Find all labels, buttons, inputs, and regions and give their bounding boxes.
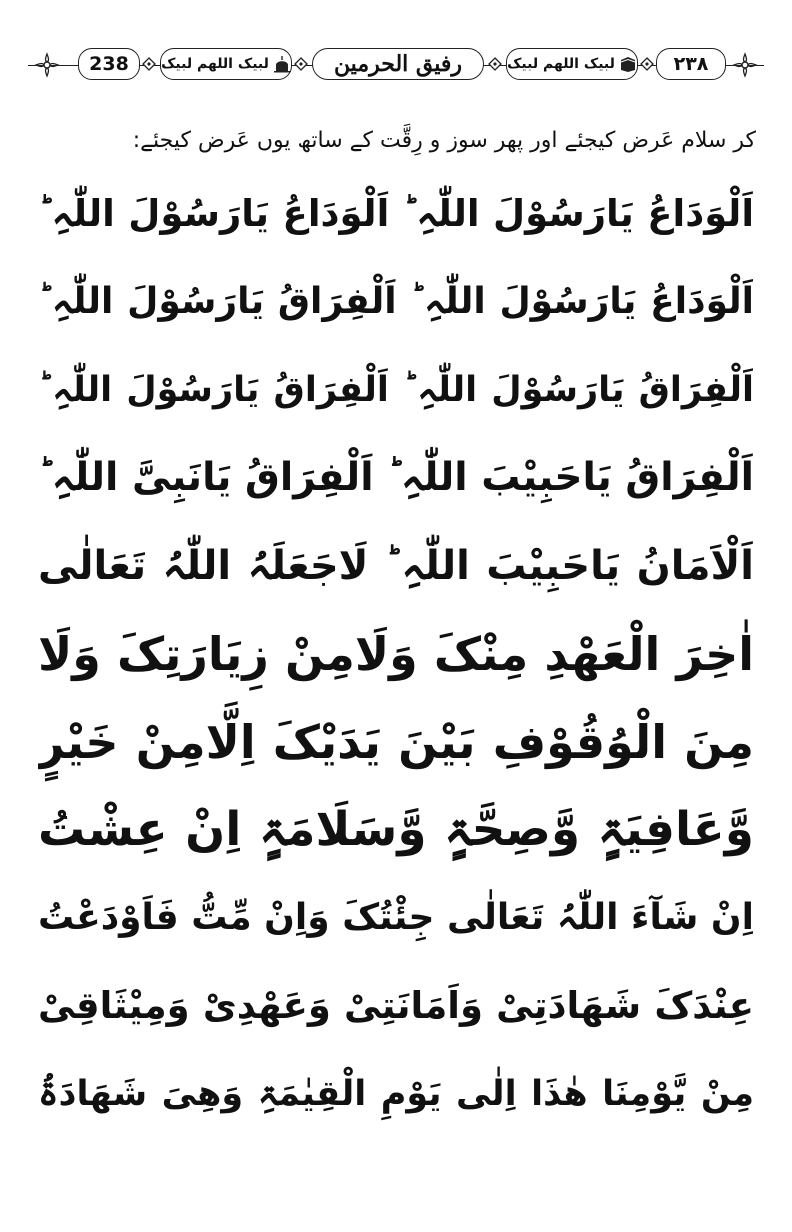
labbaik-text: لبیک اللھم لبیک: [161, 56, 269, 72]
verse-line: اَلْاَمَانُ یَاحَبِیْبَ اللّٰہِ ؕ لَاجَعَلَہُ اللّٰہُ تَعَالٰی: [38, 543, 754, 589]
verse-line: اَلْفِرَاقُ یَاحَبِیْبَ اللّٰہِ ؕ اَلْفِرَاقُ یَانَبِیَّ اللّٰہِ ؕ: [38, 455, 754, 500]
diamond-ornament-icon: [488, 57, 502, 71]
verse-line: مِنْ یَّوْمِنَا ھٰذَا اِلٰی یَوْمِ الْقِیٰمَۃِ وَھِیَ شَھَادَۃُ: [38, 1074, 754, 1114]
verse-line: عِنْدَکَ شَھَادَتِیْ وَاَمَانَتِیْ وَعَھْدِیْ وَمِیْثَاقِیْ: [38, 984, 754, 1027]
diamond-ornament-icon: [640, 57, 654, 71]
verse-line: اَلْوَدَاعُ یَارَسُوْلَ اللّٰہِ ؕ اَلْفِرَاقُ یَارَسُوْلَ اللّٰہِ ؕ: [38, 281, 754, 322]
verse-line: اَلْفِرَاقُ یَارَسُوْلَ اللّٰہِ ؕ اَلْفِرَاقُ یَارَسُوْلَ اللّٰہِ ؕ: [38, 370, 754, 410]
labbaik-badge-right: [506, 48, 638, 80]
kaaba-icon: [619, 55, 637, 73]
book-title: رفیق الحرمین: [312, 48, 484, 80]
verse-line: وَّعَافِیَۃٍ وَّصِحَّۃٍ وَّسَلَامَۃٍ اِنْ عِشْتُ: [38, 802, 754, 857]
diamond-ornament-icon: [142, 57, 156, 71]
page-number: 238: [78, 48, 140, 80]
floral-ornament-icon: [732, 52, 758, 78]
verse-line: اِنْ شَآءَ اللّٰہُ تَعَالٰی جِئْتُکَ وَاِنْ مِّتُّ فَاَوْدَعْتُ: [38, 897, 754, 938]
verse-line: اَلْوَدَاعُ یَارَسُوْلَ اللّٰہِ ؕ اَلْوَدَاعُ یَارَسُوْلَ اللّٰہِ ؕ: [38, 192, 754, 235]
verse-line: اٰخِرَ الْعَھْدِ مِنْکَ وَلَامِنْ زِیَارَتِکَ وَلَا: [38, 627, 754, 681]
page-number-arabic: ۲۳۸: [656, 48, 726, 80]
intro-instruction: کر سلام عَرض کیجئے اور پھر سوز و رِقَّت کے ساتھ یوں عَرض کیجئے:: [132, 128, 756, 153]
dome-icon: [273, 55, 291, 73]
diamond-ornament-icon: [294, 57, 308, 71]
page-header: [0, 44, 792, 88]
verse-line: مِنَ الْوُقُوْفِ بَیْنَ یَدَیْکَ اِلَّامِنْ خَیْرٍ: [38, 715, 754, 769]
labbaik-badge-left: [160, 48, 292, 80]
floral-ornament-icon: [34, 52, 60, 78]
arabic-verses: [38, 170, 754, 1138]
labbaik-text: لبیک اللھم لبیک: [507, 56, 615, 72]
